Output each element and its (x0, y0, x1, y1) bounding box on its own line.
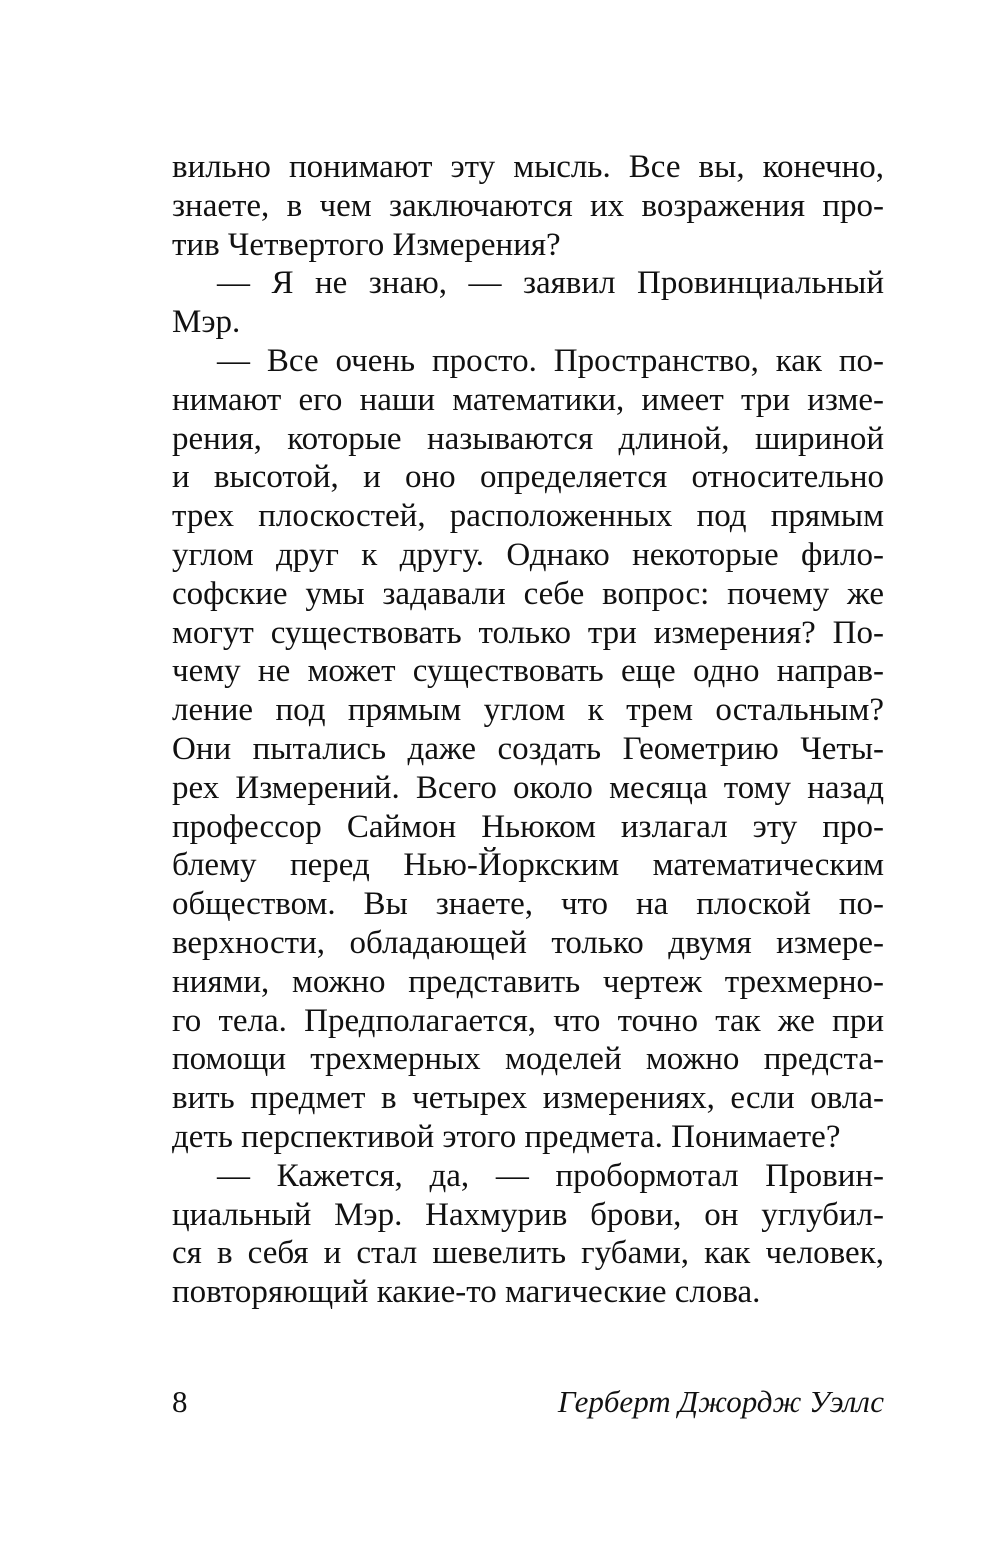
text-line: верхности, обладающей только двумя измере- (172, 924, 884, 961)
text-line: го тела. Предполагается, что точно так же при (172, 1002, 884, 1039)
text-line: и высотой, и оно определяется относительно (172, 459, 884, 496)
body-text (172, 148, 884, 1312)
text-line: рения, которые называются длиной, шириной (172, 420, 884, 457)
text-line: профессор Саймон Ньюком излагал эту про- (172, 808, 884, 845)
text-line: — Я не знаю, — заявил Провинциальный (217, 265, 884, 302)
text-line: Они пытались даже создать Геометрию Четы- (172, 730, 884, 767)
text-line: знаете, в чем заключаются их возражения про- (172, 187, 884, 224)
text-line: Мэр. (172, 304, 241, 341)
text-line: деть перспективой этого предмета. Понимаете? (172, 1118, 841, 1155)
text-line: ниями, можно представить чертеж трехмерно- (172, 963, 884, 1000)
text-line: рех Измерений. Всего около месяца тому назад (172, 769, 884, 806)
text-line: тив Четвертого Измерения? (172, 226, 561, 263)
text-line: углом друг к другу. Однако некоторые фило- (172, 536, 884, 573)
text-line: чему не может существовать еще одно направ- (172, 653, 884, 690)
text-line: вильно понимают эту мысль. Все вы, конечно, (172, 149, 884, 185)
page-footer (172, 1382, 884, 1422)
text-line: блему перед Нью-Йоркским математическим (172, 847, 884, 884)
text-line: софские умы задавали себе вопрос: почему же (172, 575, 884, 612)
text-line: могут существовать только три измерения? По- (172, 614, 884, 651)
text-line: ся в себя и стал шевелить губами, как человек, (172, 1235, 884, 1272)
text-line: повторяющий какие-то магические слова. (172, 1274, 761, 1311)
text-line: вить предмет в четырех измерениях, если овла- (172, 1080, 884, 1117)
text-line: помощи трехмерных моделей можно предста- (172, 1041, 884, 1078)
text-line: — Кажется, да, — пробормотал Провин- (217, 1157, 884, 1194)
text-line: нимают его наши математики, имеет три изме- (172, 381, 884, 418)
text-line: ление под прямым углом к трем остальным? (172, 692, 884, 729)
text-line: циальный Мэр. Нахмурив брови, он углубил- (172, 1196, 884, 1233)
running-title-author: Герберт Джордж Уэллс (557, 1384, 884, 1419)
text-line: трех плоскостей, расположенных под прямым (172, 498, 884, 535)
text-line: — Все очень просто. Пространство, как по- (217, 342, 884, 379)
text-line: обществом. Вы знаете, что на плоской по- (172, 886, 884, 923)
page-number: 8 (172, 1384, 188, 1419)
